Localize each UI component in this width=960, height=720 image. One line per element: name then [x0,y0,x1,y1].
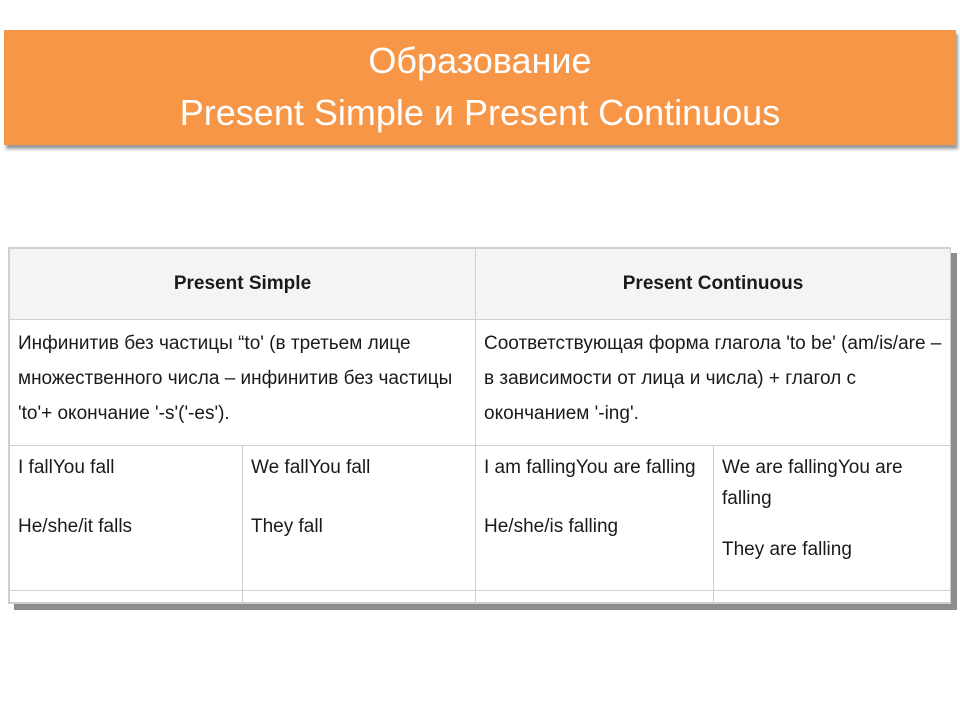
present-continuous-description: Соответствующая форма глагола 'to be' (am/is/are – в зависимости от лица и числа) + глагол с окончанием '-ing'. [476,319,951,445]
comparison-table [9,248,951,603]
present-simple-plural-forms [243,445,476,590]
slide-title-banner [4,30,956,145]
present-continuous-plural-forms [714,445,951,590]
empty-cell [714,590,951,602]
form-line: We fallYou fall [251,456,371,478]
present-continuous-singular-forms [476,445,714,590]
comparison-table-frame [8,247,951,604]
slide-title-line-2: Present Simple и Present Continuous [179,92,781,133]
form-line: I fallYou fall [18,456,115,478]
form-line: They are falling [722,538,852,560]
empty-cell [10,590,243,602]
empty-cell [476,590,714,602]
header-present-continuous: Present Continuous [476,249,951,320]
form-line: He/she/is falling [484,515,619,537]
empty-cell [243,590,476,602]
table-description-row [10,319,951,445]
form-line: He/she/it falls [18,515,133,537]
table-empty-row [10,590,951,602]
header-present-simple: Present Simple [10,249,476,320]
present-simple-singular-forms [10,445,243,590]
slide-title-line-1: Образование [368,40,592,81]
form-line: They fall [251,515,323,537]
form-line: I am fallingYou are falling [484,456,696,478]
table-forms-row [10,445,951,590]
form-line: We are fallingYou are falling [722,456,903,509]
present-simple-description: Инфинитив без частицы “to' (в третьем лице множественного числа – инфинитив без частицы 'to'+ окончание '-s'('-es'). [10,319,476,445]
table-header-row [10,249,951,320]
